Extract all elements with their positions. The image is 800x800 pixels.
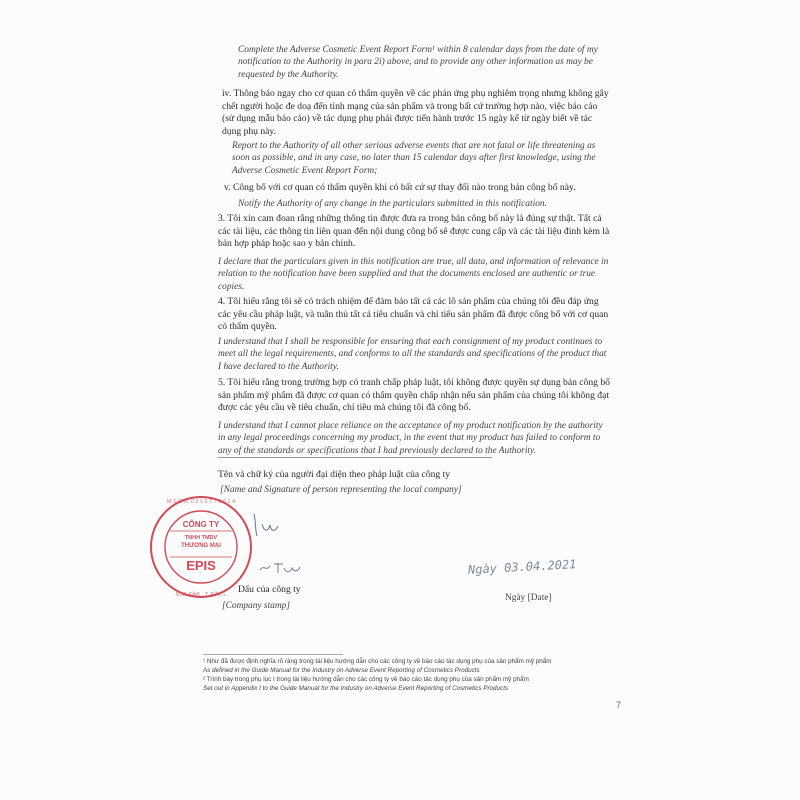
handwritten-signature — [250, 510, 310, 540]
footnote-1-vietnamese: ¹ Như đã được định nghĩa rõ ràng trong tài liệu hướng dẫn cho các công ty về báo cáo tác dụng phụ của sản phẩm mỹ phẩm — [203, 658, 552, 665]
footnote-2-english: Set out in Appendix I to the Guide Manual for the Industry on Adverse Event Reporting of Cosmetics Products — [203, 685, 509, 692]
stamp-brand: EPIS — [186, 558, 216, 573]
clause-5-english: I understand that I cannot place reliance on the acceptance of my product notification by the authority in any legal proceedings concerning my product, in the event that my product has failed to conform to any of the standards or specifications that I had previously declared to the Authority. — [218, 421, 603, 456]
stamp-text-line3: THƯƠNG MẠI — [181, 543, 221, 549]
stamp-text-line1: CÔNG TY — [182, 520, 220, 529]
signature-divider — [218, 457, 492, 458]
footnote-1-english: As defined in the Guide Manual for the Industry on Adverse Event Reporting of Cosmetics Products — [203, 667, 480, 674]
stamp-label-english: [Company stamp] — [222, 601, 290, 611]
footnote-divider — [203, 654, 343, 655]
clause-v-vietnamese: v. Công bố với cơ quan có thẩm quyền khi có bất cứ sự thay đổi nào trong bản công bố này. — [224, 182, 576, 193]
stamp-label-vietnamese: Dấu của công ty — [238, 584, 301, 595]
intro-english: Complete the Adverse Cosmetic Event Report Form¹ within 8 calendar days from the date of my notification to the Authority in para 2i) above, and to provide any other information as may be requested by the Authority. — [238, 45, 598, 80]
clause-iv-vietnamese: iv. Thông báo ngay cho cơ quan có thẩm quyền về các phản ứng phụ nghiêm trọng nhưng không gây chết người hoặc đe doạ đến tính mạng của sản phẩm và trong bất cứ trường hợp nào, việc báo cáo (sử dụng mẫu báo cáo) về tác dụng phụ phải được tiến hành trước 15 ngày kể từ ngày biết về tác dụng phụ này. — [222, 88, 609, 137]
clause-5-vietnamese: 5. Tôi hiểu rằng trong trường hợp có tranh chấp pháp luật, tôi không được quyền sự dụng bản công bố sản phẩm mỹ phẩm đã được cơ quan có thẩm quyền chấp nhận nếu sản phẩm của chúng tôi không đạt được các yêu cầu về tiêu chuẩn, chỉ tiêu mà chúng tôi đã công bố. — [218, 377, 610, 414]
clause-4-vietnamese: 4. Tôi hiểu rằng tôi sẽ có trách nhiệm để đảm bảo tất cả các lô sản phẩm của chúng tôi đều đáp ứng các yêu cầu pháp luật, và tuân thủ tất cả tiêu chuẩn và chỉ tiêu sản phẩm đã được công bố với cơ quan có thẩm quyền. — [218, 296, 609, 333]
svg-text:M.S.D.N: 0 3 1 6 7 7 3 6 1 4: M.S.D.N: 0 3 1 6 7 7 3 6 1 4 — [166, 499, 236, 505]
handwritten-date: Ngày 03.04.2021 — [467, 557, 577, 577]
clause-v-english: Notify the Authority of any change in the particulars submitted in this notification. — [238, 199, 547, 209]
clause-3-english: I declare that the particulars given in this notification are true, all data, and information of relevance in relation to the notification have been supplied and that the documents enclosed are authentic or true copies. — [218, 257, 609, 292]
svg-text:. N.M. ĐĂK . T. ĐĂK L .: . N.M. ĐĂK . T. ĐĂK L . — [172, 592, 230, 598]
footnote-2-vietnamese: ² Trình bày trong phụ lục I trong tài liệu hướng dẫn cho các công ty về báo cáo tác dụng phụ của sản phẩm mỹ phẩm — [203, 676, 529, 683]
signature-label-vietnamese: Tên và chữ ký của người đại diện theo pháp luật của công ty — [218, 469, 451, 480]
clause-4-english: I understand that I shall be responsible for ensuring that each consignment of my product continues to meet all the legal requirements, and conforms to all the standards and specifications of the product that I have declared to the Authority. — [218, 337, 607, 372]
signature-label-english: [Name and Signature of person representing the local company] — [220, 485, 462, 495]
date-label: Ngày [Date] — [505, 593, 552, 603]
handwritten-name — [258, 560, 308, 576]
stamp-text-line2: TNHH TMDV — [184, 535, 218, 541]
clause-iv-english: Report to the Authority of all other serious adverse events that are not fatal or life threatening as soon as possible, and in any case, no later than 15 calendar days after first knowledge, using the Adverse Cosmetic Event Report Form; — [232, 141, 596, 176]
page-number: 7 — [616, 700, 622, 710]
clause-3-vietnamese: 3. Tôi xin cam đoan rằng những thông tin được đưa ra trong bản công bố này là đúng sự thật. Tất cả các tài liệu, các thông tin liên quan đến nội dung công bố sẽ được cung cấp và các tài liệu đính kèm là bản hợp pháp hoặc sao y bản chính. — [218, 213, 610, 250]
